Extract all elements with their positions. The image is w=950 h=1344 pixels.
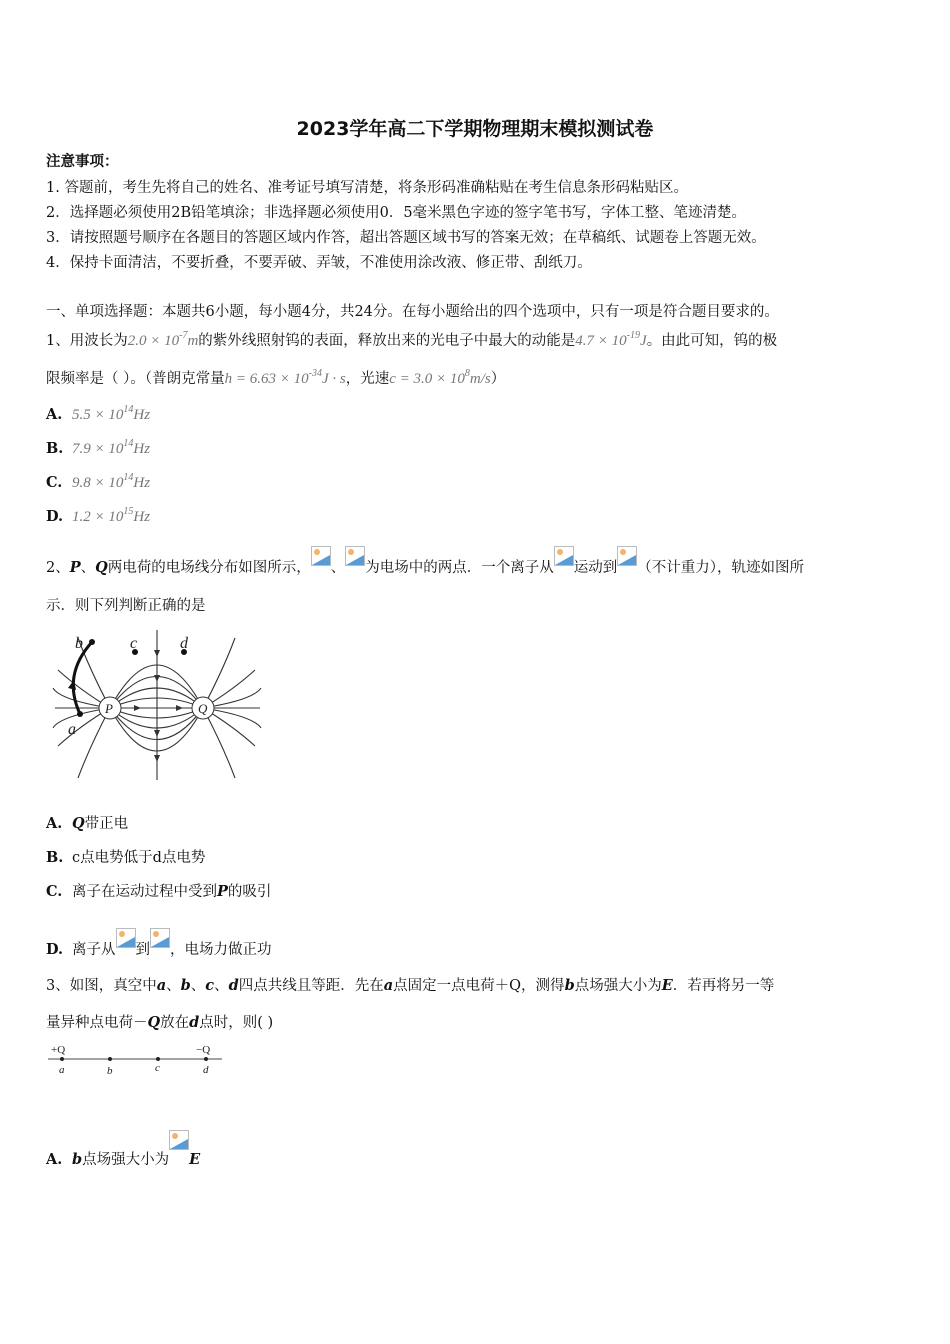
q2-option-b[interactable]: B. c点电势低于d点电势	[46, 849, 206, 866]
fig-label-Q: Q	[198, 701, 208, 716]
fig-label-a: a	[59, 1064, 65, 1076]
broken-image-icon	[554, 546, 574, 566]
notice-item: 4．保持卡面清洁，不要折叠，不要弄破、弄皱，不准使用涂改液、修正带、刮纸刀。	[46, 255, 592, 271]
q1-text: ，光速	[345, 371, 390, 387]
broken-image-icon	[345, 546, 365, 566]
fig-label-d: d	[180, 635, 188, 652]
point-charge-figure	[46, 1040, 226, 1080]
q2-option-a[interactable]: A. Q带正电	[46, 815, 129, 832]
broken-image-icon	[617, 546, 637, 566]
notice-heading: 注意事项：	[46, 153, 119, 170]
fig-label-b: b	[75, 635, 83, 652]
notice-item: 3．请按照题号顺序在各题目的答题区域内作答，超出答题区域书写的答案无效；在草稿纸、试题卷上答题无效。	[46, 230, 766, 246]
fig-label-minus-q: −Q	[196, 1044, 211, 1056]
q1-stem-line2	[46, 364, 505, 389]
q3-stem-line1: 3、如图，真空中a、b、c、d四点共线且等距．先在a点固定一点电荷＋Q，测得b点场强大小为E．若再将另一等	[46, 977, 775, 994]
q2-stem-line2: 示．则下列判断正确的是	[46, 598, 206, 614]
q1-option-c[interactable]: C. $9.8 \times 10^{14}Hz$	[46, 472, 151, 491]
q1-text: 的紫外线照射钨的表面，释放出来的光电子中最大的动能是	[198, 333, 576, 349]
fig-label-a: a	[68, 721, 76, 738]
q3-option-a[interactable]: A. b点场强大小为 E	[46, 1130, 200, 1170]
q1-kinetic-energy: $4.7 \times 10^{-19}J$	[575, 330, 647, 349]
q1-planck-constant: $h = 6.63 \times 10^{-34}J \cdot s$	[224, 368, 346, 387]
fig-label-b: b	[107, 1065, 113, 1077]
q2-option-c[interactable]: C. 离子在运动过程中受到P的吸引	[46, 883, 272, 900]
q1-option-d[interactable]: D. $1.2 \times 10^{15}Hz$	[46, 506, 151, 525]
q1-option-a[interactable]: A. $5.5 \times 10^{14}Hz$	[46, 404, 151, 423]
q1-text: 1、用波长为	[46, 333, 128, 349]
q1-light-speed: $c = 3.0 \times 10^8m/s$	[389, 368, 491, 387]
q1-wavelength: $2.0 \times 10^{-7}m$	[127, 330, 199, 349]
fig-label-c: c	[130, 635, 138, 652]
q1-text: 限频率是（ ）。（普朗克常量	[46, 371, 225, 387]
section-heading: 一、单项选择题：本题共6小题，每小题4分，共24分。在每小题给出的四个选项中，只有一项是符合题目要求的。	[46, 304, 779, 320]
q3-stem-line2: 量异种点电荷－Q放在d点时，则( )	[46, 1014, 274, 1031]
q1-text: ）	[490, 371, 506, 387]
fig-label-d: d	[203, 1064, 209, 1076]
broken-image-icon	[150, 928, 170, 948]
page-title: 2023学年高二下学期物理期末模拟测试卷	[296, 118, 654, 140]
fig-label-c: c	[155, 1062, 160, 1074]
electric-field-figure	[50, 630, 265, 780]
broken-image-icon	[116, 928, 136, 948]
q2-stem-line1: 2、P、Q两电荷的电场线分布如图所示， 、 为电场中的两点．一个离子从 运动到 （不计重力），轨迹如图所	[46, 546, 804, 578]
fig-label-plus-q: +Q	[51, 1044, 66, 1056]
notice-item: 1. 答题前，考生先将自己的姓名、准考证号填写清楚，将条形码准确粘贴在考生信息条形码粘贴区。	[46, 180, 688, 196]
fig-label-P: P	[105, 701, 113, 716]
q1-stem-line1	[46, 326, 777, 351]
q2-option-d[interactable]: D. 离子从 到 ，电场力做正功	[46, 928, 272, 960]
broken-image-icon	[169, 1130, 189, 1150]
q1-option-b[interactable]: B. $7.9 \times 10^{14}Hz$	[46, 438, 151, 457]
broken-image-icon	[311, 546, 331, 566]
q1-text: 。由此可知，钨的极	[646, 333, 778, 349]
notice-item: 2．选择题必须使用2B铅笔填涂；非选择题必须使用0．5毫米黑色字迹的签字笔书写，字体工整、笔迹清楚。	[46, 205, 747, 221]
